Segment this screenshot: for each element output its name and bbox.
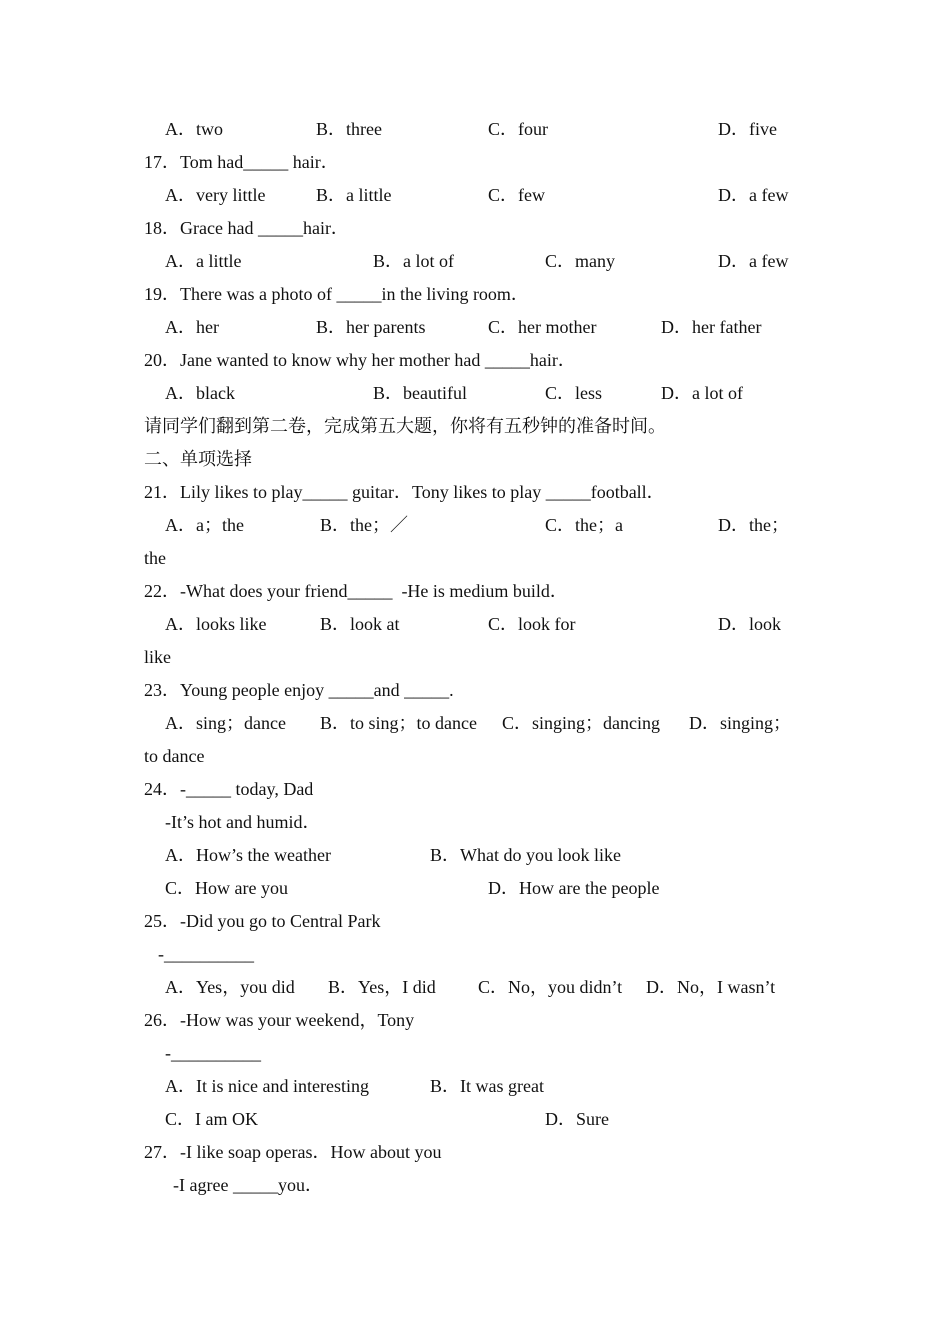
text-line [0,707,950,740]
text-segment: B．a little [316,185,392,205]
text-line [0,1169,950,1202]
text-line [0,905,950,938]
text-segment: A．very little [165,185,266,205]
text-segment: C．less [545,383,603,403]
text-segment: B．look at [320,614,400,634]
text-segment: A．black [165,383,235,403]
text-segment: 26．-How was your weekend，Tony [144,1010,415,1030]
text-line [0,674,950,707]
text-segment: 25．-Did you go to Central Park [144,911,381,931]
text-segment: A．Yes，you did [165,977,295,997]
text-segment: A．her [165,317,219,337]
text-segment: C．many [545,251,615,271]
text-line [0,146,950,179]
text-line [0,410,950,443]
text-segment: 23．Young people enjoy _____and _____. [144,680,454,700]
text-line [0,1136,950,1169]
text-line [0,1004,950,1037]
text-segment: A．It is nice and interesting [165,1076,369,1096]
text-segment: 24．-_____ today, Dad [144,779,314,799]
text-segment: D．five [718,119,777,139]
text-segment: C．No，you didn’t [478,977,623,997]
text-line [0,245,950,278]
text-line [0,641,950,674]
text-segment: C．the；a [545,515,623,535]
text-segment: 17．Tom had_____ hair． [144,152,339,172]
text-line [0,311,950,344]
text-segment: 27．-I like soap operas．How about you [144,1142,442,1162]
text-line [0,509,950,542]
text-line [0,575,950,608]
text-segment: C．few [488,185,545,205]
text-line [0,1103,950,1136]
text-segment: D．How are the people [488,878,660,898]
text-segment: 19．There was a photo of _____in the living room． [144,284,529,304]
text-segment: B．beautiful [373,383,467,403]
text-line [0,443,950,476]
text-segment: 20．Jane wanted to know why her mother had _____hair． [144,350,576,370]
text-segment: D．her father [661,317,762,337]
text-line [0,608,950,641]
text-segment: 18．Grace had _____hair． [144,218,349,238]
text-segment: B．a lot of [373,251,454,271]
text-segment: C．her mother [488,317,597,337]
text-segment: A．sing；dance [165,713,286,733]
text-segment: C．How are you [165,878,288,898]
text-segment: 21．Lily likes to play_____ guitar．Tony likes to play _____football． [144,482,665,502]
text-line [0,377,950,410]
text-segment: C．I am OK [165,1109,258,1129]
text-line [0,1037,950,1070]
text-segment: -__________ [165,1043,261,1063]
text-segment: 22．-What does your friend_____ -He is medium build． [144,581,568,601]
text-segment: -It’s hot and humid． [165,812,321,832]
text-line [0,938,950,971]
text-line [0,740,950,773]
text-segment: like [144,647,171,667]
text-line [0,773,950,806]
text-segment: C．singing；dancing [502,713,660,733]
text-segment: D．singing； [689,713,792,733]
text-segment: B．Yes，I did [328,977,436,997]
text-segment: B．What do you look like [430,845,621,865]
text-line [0,971,950,1004]
text-segment: D．look [718,614,781,634]
text-segment: to dance [144,746,205,766]
text-line [0,1070,950,1103]
text-line [0,344,950,377]
text-segment: A．How’s the weather [165,845,331,865]
text-segment: the [144,548,166,568]
text-line [0,542,950,575]
text-segment: D．No，I wasn’t [646,977,776,997]
text-segment: A．a little [165,251,242,271]
text-line [0,872,950,905]
text-segment: D．Sure [545,1109,609,1129]
text-segment: D．the； [718,515,789,535]
text-segment: D．a lot of [661,383,743,403]
text-segment: D．a few [718,251,789,271]
text-segment: D．a few [718,185,789,205]
text-segment: 二、单项选择 [144,449,252,469]
text-segment: B．the；／ [320,515,408,535]
text-segment: B．three [316,119,382,139]
text-line [0,212,950,245]
text-segment: -__________ [158,944,254,964]
text-line [0,806,950,839]
text-segment: B．It was great [430,1076,544,1096]
text-segment: A．a；the [165,515,244,535]
text-line [0,179,950,212]
text-segment: 请同学们翻到第二卷，完成第五大题，你将有五秒钟的准备时间。 [144,416,666,436]
text-segment: C．look for [488,614,576,634]
text-segment: A．looks like [165,614,267,634]
text-line [0,839,950,872]
text-segment: A．two [165,119,223,139]
text-segment: C．four [488,119,548,139]
text-line [0,476,950,509]
text-segment: B．to sing；to dance [320,713,477,733]
text-line [0,278,950,311]
text-segment: B．her parents [316,317,426,337]
text-segment: -I agree _____you． [173,1175,323,1195]
text-line [0,113,950,146]
